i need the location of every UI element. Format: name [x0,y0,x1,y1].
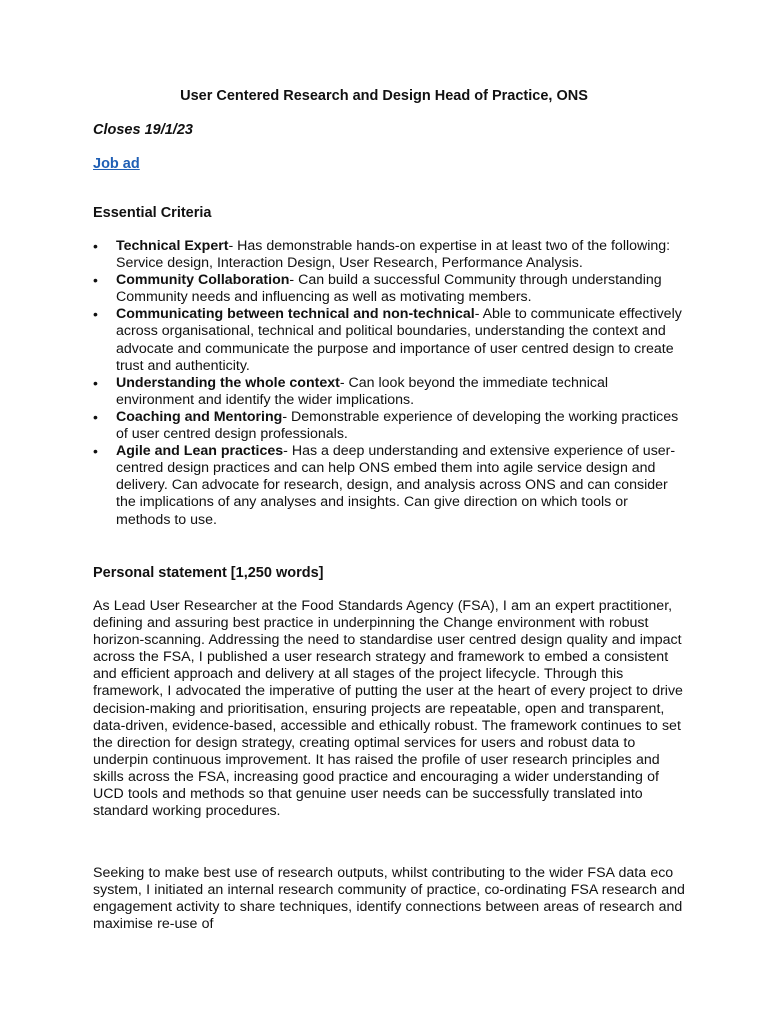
essential-criteria-list [93,238,683,529]
job-ad-link[interactable]: Job ad [93,156,140,172]
criteria-description: - Can build a successful Community through understanding Community needs and influencing as well as motivating members. [116,272,662,306]
personal-statement-heading: Personal statement [1,250 words] [93,565,324,581]
criteria-item [93,306,683,374]
criteria-term: Coaching and Mentoring [116,408,283,425]
essential-criteria-heading: Essential Criteria [93,205,212,221]
criteria-term: Technical Expert [116,238,229,254]
criteria-item [93,272,683,306]
criteria-description: - Can look beyond the immediate technical environment and identify the wider implications. [116,374,609,408]
bullet-icon: • [93,306,98,323]
criteria-item [93,443,683,528]
criteria-description: - Demonstrable experience of developing the working practices of user centred design professionals. [116,408,679,443]
criteria-term: Communicating between technical and non-technical [116,306,475,323]
bullet-icon: • [93,238,98,254]
bullet-icon: • [93,408,98,425]
criteria-term: Community Collaboration [116,272,290,289]
bullet-icon: • [93,443,98,460]
statement-paragraph: As Lead User Researcher at the Food Standards Agency (FSA), I am an expert practitioner, defining and assuring best practice in underpinning the Change environment with robust horizon-scanning. Addressing the need to standardise user centred design quality and impact across the FSA, I published a user research strategy and framework to embed a consistent and efficient approach and delivery at all stages of the project lifecycle. Through this framework, I advocated the imperative of putting the user at the heart of every project to drive decision-making and prioritisation, ensuring projects are repeatable, open and transparent, data-driven, evidence-based, accessible and ethically robust. The framework continues to set the direction for design strategy, creating optimal services for users and robust data to underpin continuous improvement. It has raised the profile of user research principles and skills across the FSA, increasing good practice and encouraging a wider understanding of UCD tools and methods so that genuine user needs can be successfully translated into standard working procedures. [93,598,683,820]
criteria-description: - Able to communicate effectively across organisational, technical and political boundaries, understanding the context and advocate and communicate the purpose and importance of user centred design to create trust and authenticity. [116,306,682,374]
criteria-term: Understanding the whole context [116,374,340,391]
criteria-item [93,375,683,409]
criteria-description: - Has a deep understanding and extensive experience of user-centred design practices and can help ONS embed them into agile service design and delivery. Can advocate for research, design, and analysis across ONS and can consider the implications of any analyses and insights. Can give direction on which tools or methods to use. [116,443,676,528]
criteria-item [93,409,683,443]
bullet-icon: • [93,374,98,391]
criteria-item [93,238,683,272]
statement-paragraph: Seeking to make best use of research outputs, whilst contributing to the wider FSA data eco system, I initiated an internal research community of practice, co-ordinating FSA research and engagement activity to share techniques, identify connections between areas of research and maximise re-use of [93,865,685,933]
document-title: User Centered Research and Design Head of Practice, ONS [180,88,588,104]
bullet-icon: • [93,272,98,289]
closing-date: Closes 19/1/23 [93,122,193,138]
criteria-term: Agile and Lean practices [116,443,284,460]
criteria-description: - Has demonstrable hands-on expertise in at least two of the following: Service design, Interaction Design, User Research, Performance Analysis. [116,238,671,272]
